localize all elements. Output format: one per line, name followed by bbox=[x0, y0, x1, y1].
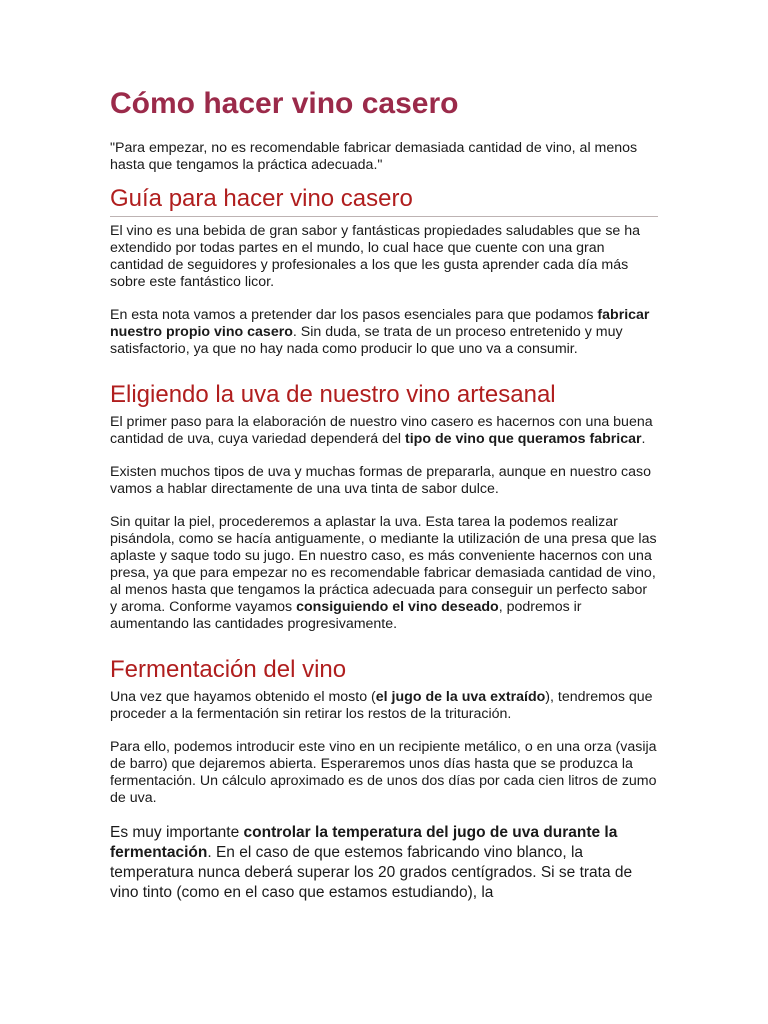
paragraph: Es muy importante controlar la temperatura del jugo de uva durante la fermentación. En el caso de que estemos fabricando vino blanco, la temperatura nunca deberá superar los 20 grados centígrados. Si se trata de vino tinto (como en el caso que estamos estudiando), la bbox=[110, 824, 633, 901]
intro-quote: "Para empezar, no es recomendable fabricar demasiada cantidad de vino, al menos hasta que tengamos la práctica adecuada." bbox=[110, 140, 638, 173]
bold-phrase: fabricar nuestro propio vino casero bbox=[110, 307, 650, 340]
paragraph: Una vez que hayamos obtenido el mosto (el jugo de la uva extraído), tendremos que proceder a la fermentación sin retirar los restos de la trituración. bbox=[110, 689, 653, 722]
paragraph: Existen muchos tipos de uva y muchas formas de prepararla, aunque en nuestro caso vamos a hablar directamente de una uva tinta de sabor dulce. bbox=[110, 464, 652, 497]
bold-phrase: consiguiendo el vino deseado bbox=[296, 599, 499, 615]
bold-phrase: tipo de vino que queramos fabricar bbox=[405, 431, 642, 447]
page-title: Cómo hacer vino casero bbox=[110, 87, 459, 120]
section-heading-uva: Eligiendo la uva de nuestro vino artesanal bbox=[110, 381, 556, 408]
section-heading-fermentacion: Fermentación del vino bbox=[110, 656, 347, 683]
paragraph: Sin quitar la piel, procederemos a aplastar la uva. Esta tarea la podemos realizar pisándola, como se hacía antiguamente, o mediante la utilización de una presa que las aplaste y saque todo su jugo. En nuestro caso, es más conveniente hacernos con una presa, ya que para empezar no es recomendable fabricar demasiada cantidad de vino, al menos hasta que tengamos la práctica adecuada para conseguir un perfecto sabor y aroma. Conforme vayamos consiguiendo el vino deseado, podremos ir aumentando las cantidades progresivamente. bbox=[110, 514, 657, 632]
bold-phrase: controlar la temperatura del jugo de uva durante la fermentación bbox=[110, 824, 618, 861]
paragraph: Para ello, podemos introducir este vino en un recipiente metálico, o en una orza (vasija de barro) que dejaremos abierta. Esperaremos unos días hasta que se produzca la fermentación. Un cálculo aproximado es de unos dos días por cada cien litros de zumo de uva. bbox=[110, 739, 657, 806]
paragraph: El primer paso para la elaboración de nuestro vino casero es hacernos con una buena cantidad de uva, cuya variedad dependerá del tipo de vino que queramos fabricar. bbox=[110, 414, 653, 447]
section-heading-guia: Guía para hacer vino casero bbox=[110, 184, 658, 217]
paragraph: En esta nota vamos a pretender dar los pasos esenciales para que podamos fabricar nuestro propio vino casero. Sin duda, se trata de un proceso entretenido y muy satisfactorio, ya que no hay nada como producir lo que uno va a consumir. bbox=[110, 307, 650, 357]
bold-phrase: el jugo de la uva extraído bbox=[375, 689, 546, 705]
paragraph: El vino es una bebida de gran sabor y fantásticas propiedades saludables que se ha extendido por todas partes en el mundo, lo cual hace que cuente con una gran cantidad de seguidores y profesionales a los que les gusta aprender cada día más sobre este fantástico licor. bbox=[110, 223, 641, 290]
